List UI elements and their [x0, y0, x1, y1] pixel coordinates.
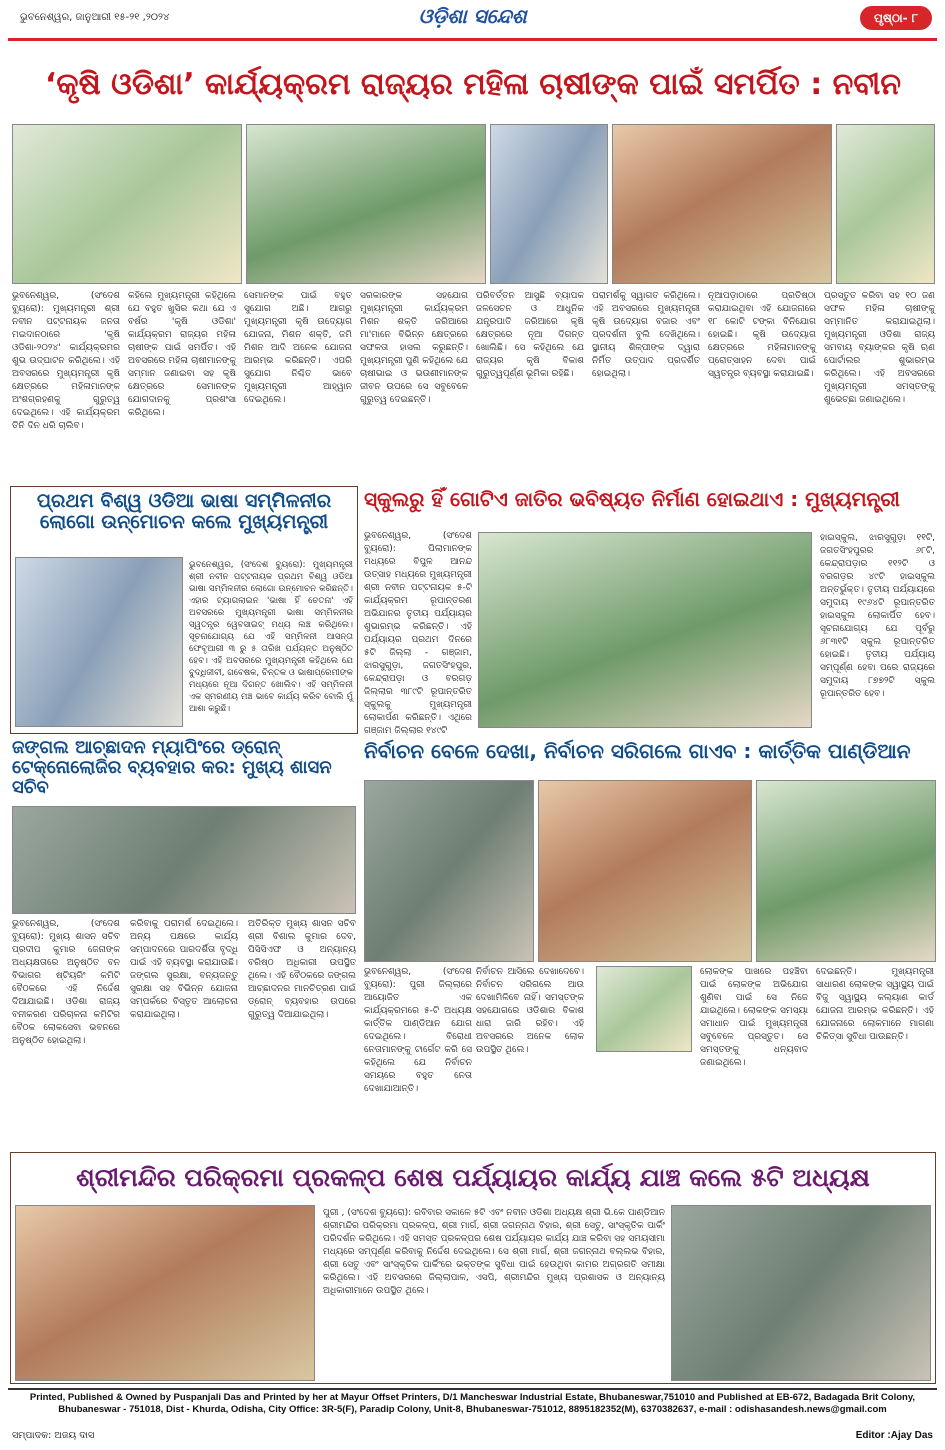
story4-col-3: ଅତିରିକ୍ତ ମୁଖ୍ୟ ଶାସନ ସଚିବ ଶ୍ରୀ ବିଶାଲ କୁମାର ଦେବ, ପିସିସିଏଫ ଓ ଅନ୍ୟାନ୍ୟ ବରିଷ୍ଠ ଅଧିକାରୀ ଉପସ୍ଥିତ ଥିଲେ। ଏହି ବୈଠକରେ ଜଙ୍ଗଲ ଆଚ୍ଛାଦନର ମାନଚିତ୍ରଣ ପାଇଁ ଡ୍ରୋନ୍ ବ୍ୟବହାର ଉପରେ ଗୁରୁତ୍ୱ ଦିଆଯାଇଥିଲା।: [248, 919, 356, 1020]
story4-col-1: ଭୁବନେଶ୍ୱର, (ସଂଦେଶ ବ୍ୟୁରୋ): ମୁଖ୍ୟ ଶାସନ ସଚିବ ପ୍ରଦୀପ କୁମାର ଜେନାଙ୍କ ଅଧ୍ୟକ୍ଷତାରେ ଅନୁଷ୍ଠିତ ବନ ବିଭାଗର ଷ୍ଟିୟରିଂ କମିଟି ବୈଠକରେ ଏହି ନିର୍ଦ୍ଦେଶ ଦିଆଯାଇଛି। ଓଡିଶା ରାଜ୍ୟ ବନୀକରଣ ପରିଚାଳନା କମିଟିର ବୈଠକ ଲୋକସେବା ଭବନରେ ଅନୁଷ୍ଠିତ ହୋଇଥିଲା।: [12, 919, 120, 1046]
photo-school-montage: [478, 532, 812, 728]
photo-logo-unveiling: [15, 557, 183, 727]
story4-col-2: କରିବାକୁ ପରାମର୍ଶ ଦେଇଥିଲେ। ଅନ୍ୟ ପକ୍ଷରେ କାର୍ଯ୍ୟ ସମ୍ପାଦନରେ ପାରଦର୍ଶିତା ବୃଦ୍ଧି ପାଇଁ ଏହି ବ୍ୟବସ୍ଥା କରାଯାଉଛି। ଜଙ୍ଗଲ ସୁରକ୍ଷା, ବନ୍ୟଜନ୍ତୁ ସୁରକ୍ଷା ସହ ବିଭିନ୍ନ ଯୋଜନା ସମ୍ପର୍କରେ ବିସ୍ତୃତ ଆଲୋଚନା କରାଯାଇଥିଲା।: [130, 919, 238, 1020]
photo-temple-visit: [15, 1205, 315, 1381]
footer-rule: [8, 1388, 937, 1390]
story1-col-1: ଭୁବନେଶ୍ୱର, (ସଂଦେଶ ବ୍ୟୁରୋ): ମୁଖ୍ୟମନ୍ତ୍ରୀ ଶ୍ରୀ ନବୀନ ପଟ୍ଟନାୟକ ଜନତା ମଇଦାନଠାରେ 'କୃଷି ଓଡିଶା-୨୦୨୪' କାର୍ଯ୍ୟକ୍ରମର ଶୁଭ ଉଦ୍‌ଘାଟନ କରିଥିଲେ। ଏହି ଅବସରରେ ମୁଖ୍ୟମନ୍ତ୍ରୀ କୃଷି କ୍ଷେତ୍ରରେ ମହିଳାମାନଙ୍କ ଅଂଶଗ୍ରହଣକୁ ଗୁରୁତ୍ୱ ଦେଇଥିଲେ। ଏହି କାର୍ଯ୍ୟକ୍ରମ ତିନି ଦିନ ଧରି ଚାଲିବ।: [12, 291, 120, 431]
story3-headline: ସ୍କୁଲରୁ ହିଁ ଗୋଟିଏ ଜାତିର ଭବିଷ୍ୟତ ନିର୍ମାଣ ହୋଇଥାଏ : ମୁଖ୍ୟମନ୍ତ୍ରୀ: [364, 487, 900, 511]
story6-box: [10, 1152, 936, 1384]
story5-col-1: ଭୁବନେଶ୍ୱର, (ସଂଦେଶ ବ୍ୟୁରୋ): ପୁରୀ ଜିଲ୍ଲାରେ ଆୟୋଜିତ ଏକ କାର୍ଯ୍ୟକ୍ରମରେ ୫-ଟି ଅଧ୍ୟକ୍ଷ କାର୍ତ୍ତିକ ପାଣ୍ଡିଆନ ଯୋଗ ଦେଇଥିଲେ। ବିରୋଧୀ ନେତାମାନଙ୍କୁ ଟାର୍ଗେଟ କରି ସେ କହିଥିଲେ ଯେ ନିର୍ବାଚନ ସମୟରେ ବହୁତ ନେତା ଦେଖାଯାଆନ୍ତି।: [364, 967, 472, 1094]
photo-statue-garland: [364, 780, 534, 962]
photo-produce: [836, 124, 935, 284]
story1-columns: [12, 290, 935, 480]
story1-col-2: କହିଲେ ମୁଖ୍ୟମନ୍ତ୍ରୀ କହିଥିଲେ ଯେ ବହୁତ ଖୁସିର କଥା ଯେ ଏ ବର୍ଷର 'କୃଷି ଓଡିଶା' କାର୍ଯ୍ୟକ୍ରମ ରାଜ୍ୟର ମହିଳା ଚାଷୀଙ୍କ ପାଇଁ ସମର୍ପିତ। ଏହି ଅବସରରେ ମହିଳା ଚାଷୀମାନଙ୍କୁ ସମ୍ମାନ ଜଣାଇବା ସହ କୃଷି କ୍ଷେତ୍ରରେ ସେମାନଙ୍କ ଯୋଗଦାନକୁ ପ୍ରଶଂସା କରିଥିଲେ।: [128, 291, 236, 418]
story2-body: ଭୁବନେଶ୍ୱର, (ସଂଦେଶ ବ୍ୟୁରୋ): ମୁଖ୍ୟମନ୍ତ୍ରୀ ଶ୍ରୀ ନବୀନ ପଟ୍ଟନାୟକ ପ୍ରଥମ ବିଶ୍ୱ ଓଡିଆ ଭାଷା ସମ୍ମିଳନୀର ଲୋଗୋ ଉନ୍ମୋଚନ କରିଛନ୍ତି। ଏହାର ଟ୍ୟାଗଲାଇନ 'ଭାଷା ହିଁ ଚେତନା' ଏହି ଅବସରରେ ମୁଖ୍ୟମନ୍ତ୍ରୀ ଭାଷା ସମ୍ମିଳନୀର ସ୍ୱତନ୍ତ୍ର ୱେବସାଇଟ୍ ମଧ୍ୟ ଲଞ୍ଚ କରିଥିଲେ। ସୂଚନାଯୋଗ୍ୟ ଯେ ଏହି ସମ୍ମିଳନୀ ଆସନ୍ତା ଫେବୃଆରୀ ୩ ରୁ ୫ ତାରିଖ ପର୍ଯ୍ୟନ୍ତ ଅନୁଷ୍ଠିତ ହେବ। ଏହି ଅବସରରେ ମୁଖ୍ୟମନ୍ତ୍ରୀ କହିଥିଲେ ଯେ ବୁଦ୍ଧିଜୀବୀ, ଗବେଷକ, ଚିନ୍ତକ ଓ ଭାଷାପ୍ରେମୀଙ୍କ ମଧ୍ୟରେ ନୂଆ ଦିଗନ୍ତ ଖୋଲିବ। ଏହି ସମ୍ମିଳନୀ ଏକ ସ୍ମରଣୀୟ ମଞ୍ଚ ଭାବେ କାର୍ଯ୍ୟ କରିବ ବୋଲି ମୁଁ ଆଶା କରୁଛି।: [189, 560, 353, 714]
story1-col-5: ପରିବର୍ତ୍ତନ ଆସୁଛି ବ୍ୟାପକ ଜଳସେଚନ ଓ ଆଧୁନିକ ଯନ୍ତ୍ରପାତି ଜରିଆରେ କୃଷି କ୍ଷେତ୍ରରେ ନୂଆ ଦିଗନ୍ତ ଖୋଲିଛି। ସେ କହିଥିଲେ ଯେ ରାଜ୍ୟର କୃଷି ବିକାଶ ଗୁରୁତ୍ୱପୂର୍ଣ୍ଣ ଭୂମିକା ରହିଛି।: [476, 291, 584, 379]
photo-temple-walk: [671, 1205, 931, 1381]
paper-logo: ଓଡ଼ିଶା ସନ୍ଦେଶ: [418, 4, 527, 28]
story1-col-7: ନୂଆପଡ଼ାଠାରେ ପ୍ରତିଷ୍ଠା କରାଯାଇଥିବା ଏହି ଯୋଜନାରେ ୧୮ କୋଟି ଟଙ୍କା ବିନିଯୋଗ ହୋଇଛି। କୃଷି ଉଦ୍ୟୋଗ କ୍ଷେତ୍ରରେ ମହିଳାମାନଙ୍କୁ ପ୍ରୋତ୍ସାହନ ଦେବା ପାଇଁ ସ୍ୱତନ୍ତ୍ର ବ୍ୟବସ୍ଥା କରାଯାଇଛି।: [708, 291, 816, 379]
footer: [0, 1388, 945, 1450]
story5-col-2: ନିର୍ବାଚନ ଆସିଲେ ଦେଖାଦେବେ। ନିର୍ବାଚନ ସରିଗଲେ ଆଉ ଦେଖାମିଳିବେ ନାହିଁ। ସମସ୍ତଙ୍କ ସହଯୋଗରେ ଓଡିଶାର ବିକାଶ ଧାରା ଜାରି ରହିବ। ଏହି ଅବସରରେ ଅନେକ ଲୋକ ଉପସ୍ଥିତ ଥିଲେ।: [476, 967, 584, 1055]
story5-headline: ନିର୍ବାଚନ ବେଳେ ଦେଖା, ନିର୍ବାଚନ ସରିଗଲେ ଗାଏବ : କାର୍ତ୍ତିକ ପାଣ୍ଡିଆନ: [364, 739, 911, 763]
masthead-rule: [8, 38, 937, 41]
photo-meeting: [12, 806, 356, 914]
story4-columns: [12, 918, 356, 1150]
story3-col-1: ଭୁବନେଶ୍ୱର, (ସଂଦେଶ ବ୍ୟୁରୋ): ପିଲାମାନଙ୍କ ମଧ୍ୟରେ ବିପୁଳ ଆନନ୍ଦ ଉତ୍ସାହ ମଧ୍ୟରେ ମୁଖ୍ୟମନ୍ତ୍ରୀ ଶ୍ରୀ ନବୀନ ପଟ୍ଟନାୟକ ୫-ଟି କାର୍ଯ୍ୟକ୍ରମ ରୂପାନ୍ତରଣ ଅଭିଯାନର ତୃତୀୟ ପର୍ଯ୍ୟାୟର ଶୁଭାରମ୍ଭ କରିଛନ୍ତି। ଏହି ପର୍ଯ୍ୟାୟର ପ୍ରଥମ ଦିନରେ ୫ଟି ଜିଲ୍ଲା - ଗଞ୍ଜାମ, ଝାରସୁଗୁଡ଼ା, ଜଗତସିଂହପୁର, କେନ୍ଦ୍ରାପଡ଼ା ଓ ବରଗଡ଼ ଜିଲ୍ଲାର ୩୮୯ଟି ରୂପାନ୍ତରିତ ସ୍କୁଲକୁ ମୁଖ୍ୟମନ୍ତ୍ରୀ ଲୋକାର୍ପଣ କରିଛନ୍ତି। ଏଥିରେ ଗଞ୍ଜାମ ଜିଲ୍ଲାର ୧୪୯ଟି: [364, 531, 472, 736]
photo-crowd-street: [538, 780, 752, 962]
photo-crowd-greeting: [756, 780, 936, 962]
masthead: [0, 0, 945, 48]
photo-presentation: [490, 124, 608, 284]
footer-editor-english: Editor :Ajay Das: [855, 1430, 933, 1441]
story6-body: ପୁରୀ , (ସଂଦେଶ ବ୍ୟୁରୋ): ରବିବାର ସକାଳେ ୫ଟି ଏବଂ ନବୀନ ଓଡିଶା ଅଧ୍ୟକ୍ଷ ଶ୍ରୀ ଭି.କେ ପାଣ୍ଡିଆନ ଶ୍ରୀମନ୍ଦିର ପରିକ୍ରମା ପ୍ରକଳ୍ପ, ଶ୍ରୀ ମାର୍ଗ, ଶ୍ରୀ ଜଗନ୍ନାଥ ବିହାର, ଶ୍ରୀ ସେତୁ, ସାଂସ୍କୃତିକ ପାର୍କିଂ ପରିଦର୍ଶନ କରିଥିଲେ। ଏହି ସମସ୍ତ ପ୍ରକଳ୍ପର ଶେଷ ପର୍ଯ୍ୟାୟର କାର୍ଯ୍ୟ ଯାଞ୍ଚ କରିବା ସହ ସମୟସୀମା ମଧ୍ୟରେ ସମ୍ପୂର୍ଣ୍ଣ କରିବାକୁ ନିର୍ଦ୍ଦେଶ ଦେଇଥିଲେ। ସେ ଶ୍ରୀ ମାର୍ଗ, ଶ୍ରୀ ଜଗନ୍ନାଥ ବଲ୍ଲଭ ବିହାର, ଶ୍ରୀ ସେତୁ ଏବଂ ସାଂସ୍କୃତିକ ପାର୍କିଂରେ ଭକ୍ତଙ୍କ ସୁବିଧା ପାଇଁ ହେଉଥିବା କାମର ଅଗ୍ରଗତି ସମୀକ୍ଷା କରିଥିଲେ। ଏହି ଅବସରରେ ଜିଲ୍ଲାପାଳ, ଏସପି, ଶ୍ରୀମନ୍ଦିର ମୁଖ୍ୟ ପ୍ରଶାସକ ଓ ଅନ୍ୟାନ୍ୟ ଅଧିକାରୀମାନେ ଉପସ୍ଥିତ ଥିଲେ।: [323, 1208, 665, 1296]
story3-col-2: ହାଇସ୍କୁଲ, ଝାରସୁଗୁଡ଼ା ୧୧ଟି, ଜଗତସିଂହପୁରର ୬୮ଟି, କେନ୍ଦ୍ରାପଡ଼ାର ୧୧୨ଟି ଓ ବରଗଡ଼ର ୪୯ଟି ହାଇସ୍କୁଲ ଅନ୍ତର୍ଭୁକ୍ତ। ତୃତୀୟ ପର୍ଯ୍ୟାୟରେ ସମୁଦାୟ ୧୯୬୪ଟି ରୂପାନ୍ତରିତ ହାଇସ୍କୁଲ ଲୋକାର୍ପିତ ହେବ। ସୂଚନାଯୋଗ୍ୟ ଯେ ପୂର୍ବରୁ ୬୮୩୧ଟି ସ୍କୁଲ ରୂପାନ୍ତରିତ ହୋଇଛି। ତୃତୀୟ ପର୍ଯ୍ୟାୟ ସମ୍ପୂର୍ଣ୍ଣ ହେବା ପରେ ରାଜ୍ୟରେ ସମୁଦାୟ ୮୭୭୨ଟି ସ୍କୁଲ ରୂପାନ୍ତରିତ ହେବ।: [820, 533, 935, 699]
story6-headline: ଶ୍ରୀମନ୍ଦିର ପରିକ୍ରମା ପ୍ରକଳ୍ପ ଶେଷ ପର୍ଯ୍ୟାୟର କାର୍ଯ୍ୟ ଯାଞ୍ଚ କଲେ ୫ଟି ଅଧ୍ୟକ୍ଷ: [76, 1163, 870, 1192]
story1-photo-strip: [12, 124, 935, 284]
photo-ribbon-cutting: [246, 124, 486, 284]
footer-editor-odia: ସମ୍ପାଦକ: ଅଜୟ ଦାସ: [12, 1430, 95, 1441]
photo-speaker: [596, 966, 692, 1052]
story5-col-3: ଲୋକଙ୍କ ପାଖରେ ପହଞ୍ଚିବା ପାଇଁ ଲୋକଙ୍କ ଅଭିଯୋଗ ଶୁଣିବା ପାଇଁ ସେ ନିଜେ ଯାଇଥିଲେ। ଲୋକଙ୍କ ସମସ୍ୟା ସମାଧାନ ପାଇଁ ମୁଖ୍ୟମନ୍ତ୍ରୀ ସବୁବେଳେ ପ୍ରସ୍ତୁତ। ସେ ସମସ୍ତଙ୍କୁ ଧନ୍ୟବାଦ ଜଣାଇଥିଲେ।: [700, 967, 808, 1068]
page-number-badge: ପୃଷ୍ଠା- ୮: [860, 6, 932, 30]
story1-col-6: ପରାମର୍ଶକୁ ସ୍ୱାଗତ କରିଥିଲେ। ଏହି ଅବସରରେ ମୁଖ୍ୟମନ୍ତ୍ରୀ କୃଷି ଉଦ୍ୟୋଗ ବଜାର ଏବଂ ପ୍ରଦର୍ଶନୀ ବୁଲି ଦେଖିଥିଲେ। ସ୍ଥାନୀୟ ଶିଳ୍ପୀଙ୍କ ଦ୍ୱାରା ନିର୍ମିତ ଉତ୍ପାଦ ପ୍ରଦର୍ଶିତ ହୋଇଥିଲା।: [592, 291, 700, 379]
story4-headline: ଜଙ୍ଗଲ ଆଚ୍ଛାଦନ ମ୍ୟାପିଂରେ ଡ୍ରୋନ୍ ଟେକ୍ନୋଲୋଜିର ବ୍ୟବହାର କର: ମୁଖ୍ୟ ଶାସନ ସଚିବ: [12, 737, 332, 798]
footer-imprint: Printed, Published & Owned by Puspanjali Das and Printed by her at Mayur Offset Printers, D/1 Mancheswar Industrial Estate, Bhubaneswar,751010 and Published at EB-672, Badagada Brit Colony, Bhubaneswar - 751018, Dist - Khurda, Odisha, City Office: 3R-5(F), Paradip Colony, Unit-8, Bhubaneswar-751012, 8895182352(M), 6370382637, e-mail : odishasandesh.news@gmail.com: [29, 1392, 916, 1415]
photo-krushi-stage: [12, 124, 242, 284]
photo-exhibition: [612, 124, 832, 284]
dateline: ଭୁବନେଶ୍ୱର, ଜାନୁଆରୀ ୧୫-୨୧ ,୨୦୨୪: [20, 12, 170, 23]
story1-col-3: ସେମାନଙ୍କ ପାଇଁ ବହୁତ ସୁଯୋଗ ଅଛି। ଆଗରୁ ମୁଖ୍ୟମନ୍ତ୍ରୀ କୃଷି ଉଦ୍ୟୋଗ ଯୋଜନା, ମିଶନ ଶକ୍ତି, ଜମି ମିଶନ ଆଦି ଅନେକ ଯୋଜନା ଆରମ୍ଭ କରିଛନ୍ତି। ଏପରି ସୁଯୋଗ ନିଶ୍ଚିତ ଭାବେ ମୁଖ୍ୟମନ୍ତ୍ରୀ ଆହ୍ୱାନ ଦେଇଥିଲେ।: [244, 291, 352, 405]
story2-headline: ପ୍ରଥମ ବିଶ୍ୱ ଓଡିଆ ଭାଷା ସମ୍ମିଳନୀର ଲୋଗୋ ଉନ୍ମୋଚନ କଲେ ମୁଖ୍ୟମନ୍ତ୍ରୀ: [36, 490, 332, 533]
story1-col-8: ପ୍ରସ୍ତୁତ କରିବା ସହ ୧୦ ଜଣ ସଫଳ ମହିଳା ଚାଷୀଙ୍କୁ ସମ୍ମାନିତ କରାଯାଇଥିଲା। ମୁଖ୍ୟମନ୍ତ୍ରୀ ଓଡିଶା ରାଜ୍ୟ ସମବାୟ ବ୍ୟାଙ୍କର କୃଷି ଋଣ ପୋର୍ଟାଲର ଶୁଭାରମ୍ଭ କରିଥିଲେ। ଏହି ଅବସରରେ ମୁଖ୍ୟମନ୍ତ୍ରୀ ସମସ୍ତଙ୍କୁ ଶୁଭେଚ୍ଛା ଜଣାଇଥିଲେ।: [824, 291, 935, 405]
story2-box: [10, 486, 358, 734]
story1-headline: ‘କୃଷି ଓଡିଶା’ କାର୍ଯ୍ୟକ୍ରମ ରାଜ୍ୟର ମହିଳା ଚାଷୀଙ୍କ ପାଇଁ ସମର୍ପିତ : ନବୀନ: [45, 67, 901, 102]
story5-col-4: ଦେଇଛନ୍ତି। ମୁଖ୍ୟମନ୍ତ୍ରୀ ସାଧାରଣ ଲୋକଙ୍କ ସ୍ୱାସ୍ଥ୍ୟ ପାଇଁ ବିଜୁ ସ୍ୱାସ୍ଥ୍ୟ କଲ୍ୟାଣ କାର୍ଡ ଯୋଜନା ଆରମ୍ଭ କରିଛନ୍ତି। ଏହି ଯୋଜନାରେ ଲୋକମାନେ ମାଗଣା ଚିକିତ୍ସା ସୁବିଧା ପାଉଛନ୍ତି।: [816, 967, 934, 1042]
story1-col-4: ସରକାରଙ୍କ ସହଯୋଗ ମୁଖ୍ୟମନ୍ତ୍ରୀ କାର୍ଯ୍ୟକ୍ରମ ମିଶନ ଶକ୍ତି ଜରିଆରେ ମା'ମାନେ ବିଭିନ୍ନ କ୍ଷେତ୍ରରେ ସଫଳତା ହାସଲ କରୁଛନ୍ତି। ମୁଖ୍ୟମନ୍ତ୍ରୀ ପୁଣି କହିଥିଲେ ଯେ ଚାଷୀଭାଇ ଓ ଭଉଣୀମାନଙ୍କ ଜୀବନ ଉପରେ ସେ ସବୁବେଳେ ଗୁରୁତ୍ୱ ଦେଇଛନ୍ତି।: [360, 291, 468, 405]
